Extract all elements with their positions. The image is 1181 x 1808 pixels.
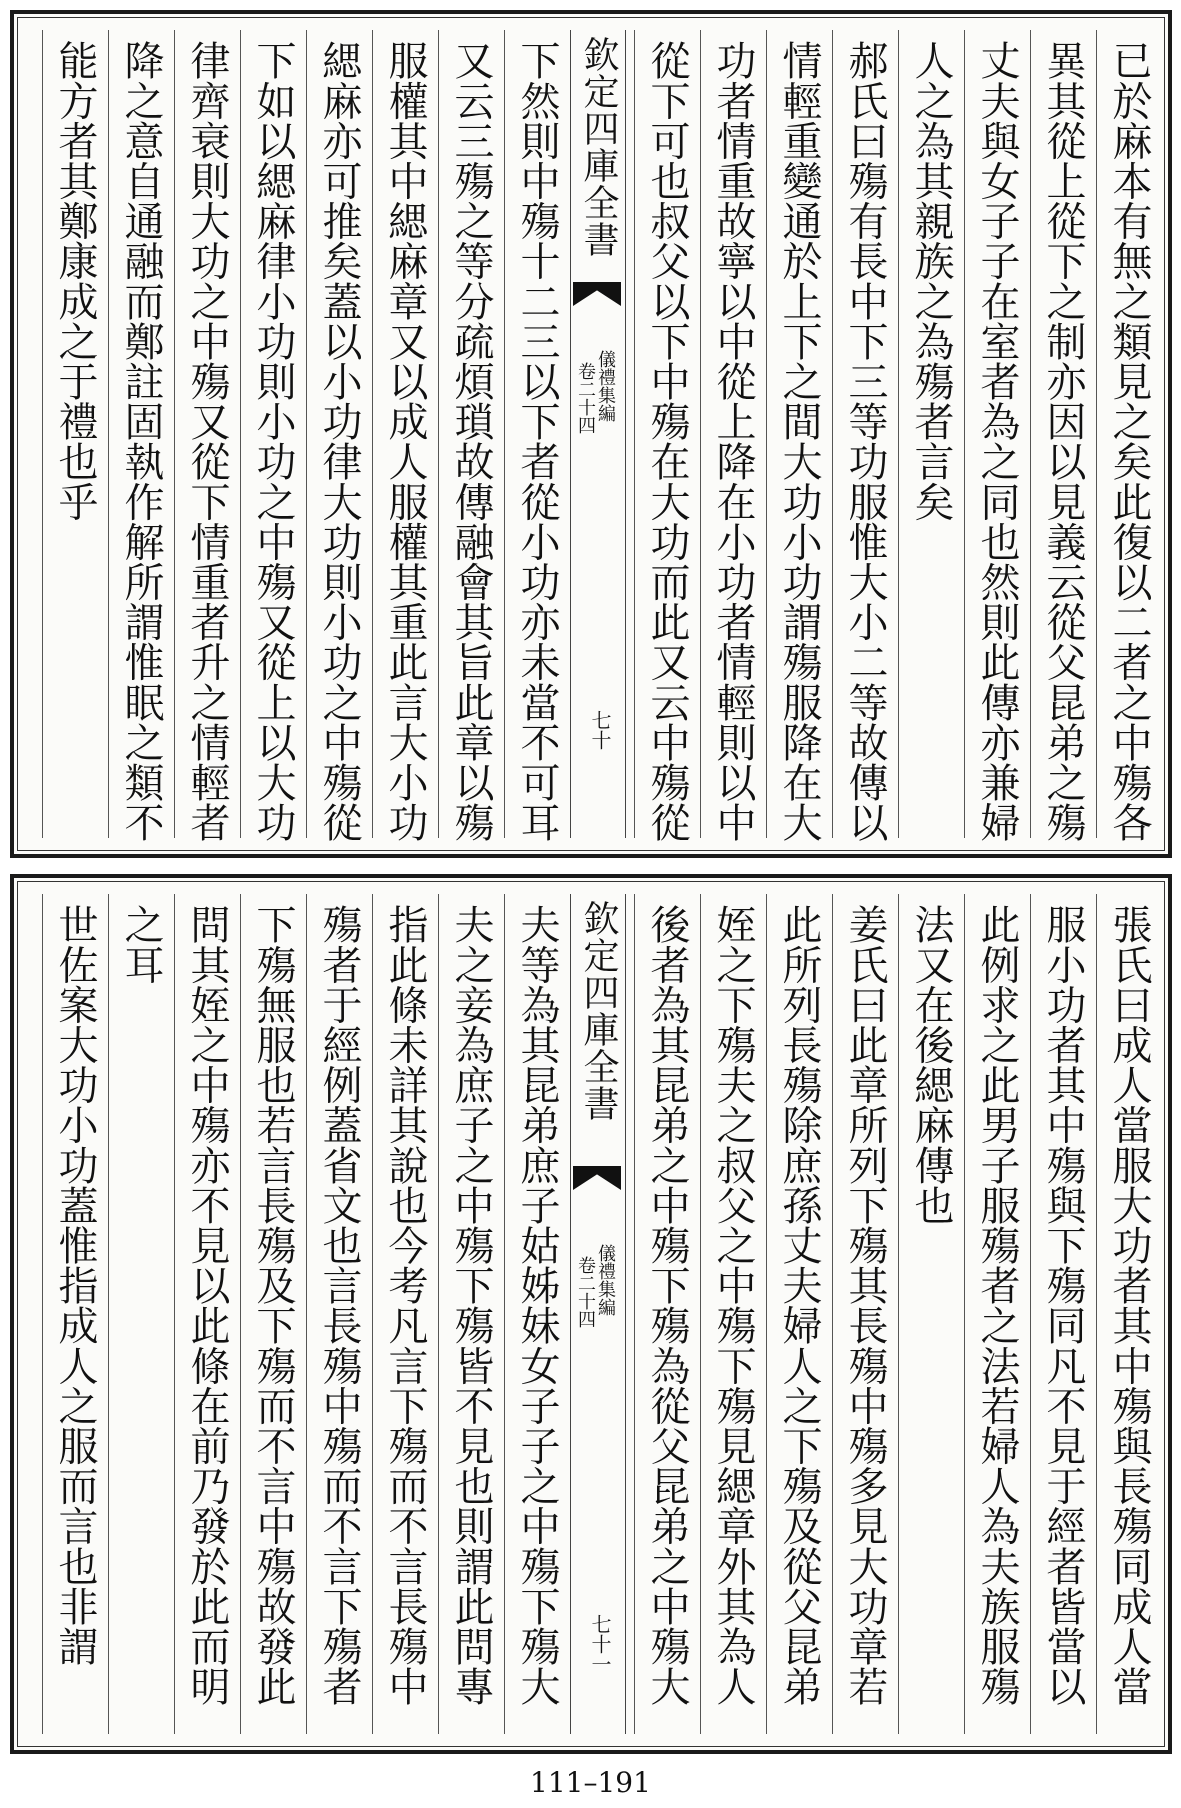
text-column — [306, 30, 373, 842]
column-text: 又云三殤之等分疏煩瑣故傳融會其旨此章以殤 — [448, 40, 494, 842]
column-text: 服權其中緦麻章又以成人服權其重此言大小功 — [382, 40, 428, 842]
text-column — [108, 30, 175, 842]
column-text: 服小功者其中殤與下殤同凡不見于經者皆當以 — [1040, 904, 1086, 1706]
column-text: 之耳 — [118, 904, 164, 985]
column-text: 指此條未詳其說也今考凡言下殤而不言長殤中 — [382, 904, 428, 1706]
column-text: 律齊衰則大功之中殤又從下情重者升之情輕者 — [184, 40, 230, 842]
column-text: 後者為其昆弟之中殤下殤為從父昆弟之中殤大 — [644, 904, 690, 1706]
top-leaf-frame — [17, 17, 1165, 851]
text-column — [42, 30, 109, 838]
page-number: 111–191 — [530, 1766, 651, 1799]
column-text: 此例求之此男子服殤者之法若婦人為夫族服殤 — [974, 904, 1020, 1706]
text-column — [372, 894, 439, 1734]
bottom-leaf-center-strip — [570, 894, 626, 1734]
column-text: 殤者于經例蓋省文也言長殤中殤而不言下殤者 — [316, 904, 362, 1706]
text-column — [1030, 894, 1097, 1734]
bottom-leaf-juan-number: 卷二十四 — [575, 1256, 596, 1328]
column-text: 已於麻本有無之類見之矣此復以二者之中殤各 — [1106, 40, 1152, 842]
column-text: 郝氏曰殤有長中下三等功服惟大小二等故傳以 — [842, 40, 888, 842]
top-leaf-juan-number: 卷二十四 — [575, 362, 596, 434]
top-leaf-series-title: 欽定四庫全書 — [578, 36, 619, 258]
text-column — [108, 894, 175, 1734]
top-leaf-folio-number: 七十 — [588, 710, 612, 750]
column-text: 情輕重變通於上下之間大功小功謂殤服降在大 — [776, 40, 822, 842]
column-text: 降之意自通融而鄭註固執作解所謂惟眠之類不 — [118, 40, 164, 842]
column-text: 夫等為其昆弟庶子姑姊妹女子子之中殤下殤大 — [514, 904, 560, 1706]
text-column — [1030, 30, 1097, 842]
column-text: 法又在後緦麻傳也 — [908, 904, 954, 1225]
text-column — [700, 894, 767, 1734]
column-text: 下如以緦麻律小功則小功之中殤又從上以大功 — [250, 40, 296, 842]
top-leaf-fish-tail-icon — [573, 282, 621, 306]
text-column — [634, 894, 701, 1734]
text-column — [898, 894, 965, 1734]
text-column — [964, 894, 1031, 1734]
column-text: 張氏曰成人當服大功者其中殤與長殤同成人當 — [1106, 904, 1152, 1706]
text-column — [438, 30, 505, 842]
bottom-leaf-frame — [17, 881, 1165, 1747]
text-column — [240, 894, 307, 1734]
text-column — [306, 894, 373, 1734]
text-column — [634, 30, 701, 842]
text-column — [832, 30, 899, 842]
text-column — [766, 894, 833, 1734]
top-leaf-center-strip — [570, 30, 626, 838]
bottom-leaf-series-title: 欽定四庫全書 — [578, 900, 619, 1122]
column-text: 此所列長殤除庶孫丈夫婦人之下殤及從父昆弟 — [776, 904, 822, 1706]
text-column — [42, 894, 109, 1734]
text-column — [504, 30, 571, 842]
column-text: 從下可也叔父以下中殤在大功而此又云中殤從 — [644, 40, 690, 842]
text-column — [504, 894, 571, 1734]
column-text: 世佐案大功小功蓋惟指成人之服而言也非謂 — [52, 904, 98, 1666]
text-column — [240, 30, 307, 842]
column-text: 功者情重故寧以中從上降在小功者情輕則以中 — [710, 40, 756, 842]
text-column — [1096, 30, 1163, 842]
column-text: 姜氏曰此章所列下殤其長殤中殤多見大功章若 — [842, 904, 888, 1706]
column-text: 丈夫與女子子在室者為之同也然則此傳亦兼婦 — [974, 40, 1020, 842]
text-column — [372, 30, 439, 842]
column-text: 能方者其鄭康成之于禮也乎 — [52, 40, 98, 522]
column-text: 問其姪之中殤亦不見以此條在前乃發於此而明 — [184, 904, 230, 1706]
text-column — [438, 894, 505, 1734]
text-column — [700, 30, 767, 842]
column-text: 姪之下殤夫之叔父之中殤下殤見緦章外其為人 — [710, 904, 756, 1706]
bottom-leaf — [10, 874, 1172, 1754]
column-text: 人之為其親族之為殤者言矣 — [908, 40, 954, 522]
column-text: 下殤無服也若言長殤及下殤而不言中殤故發此 — [250, 904, 296, 1706]
column-text: 夫之妾為庶子之中殤下殤皆不見也則謂此問專 — [448, 904, 494, 1706]
text-column — [766, 30, 833, 842]
text-column — [174, 894, 241, 1734]
top-leaf-book-title: 儀禮集編 — [595, 350, 616, 422]
bottom-leaf-fish-tail-icon — [573, 1166, 621, 1190]
text-column — [832, 894, 899, 1734]
text-column — [898, 30, 965, 838]
column-text: 緦麻亦可推矣蓋以小功律大功則小功之中殤從 — [316, 40, 362, 842]
bottom-leaf-book-title: 儀禮集編 — [595, 1244, 616, 1316]
text-column — [1096, 894, 1163, 1734]
top-leaf — [10, 10, 1172, 858]
text-column — [174, 30, 241, 842]
column-text: 異其從上從下之制亦因以見義云從父昆弟之殤 — [1040, 40, 1086, 842]
bottom-leaf-folio-number: 七十一 — [588, 1614, 612, 1674]
column-text: 下然則中殤十二三以下者從小功亦未當不可耳 — [514, 40, 560, 842]
text-column — [964, 30, 1031, 842]
